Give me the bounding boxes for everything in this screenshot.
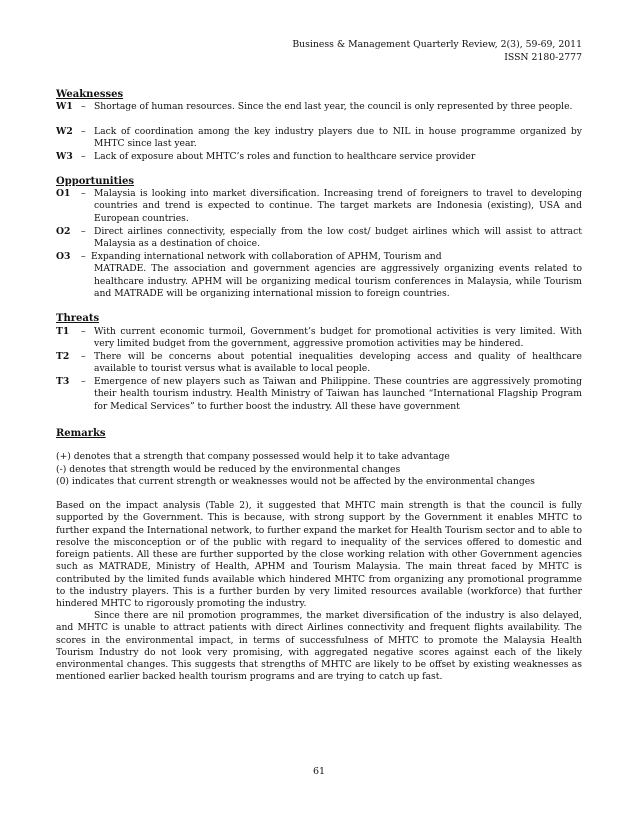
running-header [56,38,582,64]
item-code: O2 [56,226,71,237]
threat-t1 [56,326,582,351]
body-paragraph-1: Based on the impact analysis (Table 2), it suggested that MHTC main strength is that the council is fully supported by the Government. This is because, with strong support by the Government it enables MHTC to further expand the International network, to further expand the market for Health Tourism sector and to able to resolve the misconception or of the public with regard to inequality of the services offered to domestic and foreign patients. All these are further supported by the close working relation with other Government agencies such as MATRADE, Ministry of Health, APHM and Tourism Malaysia. The main threat faced by MHTC is contributed by the limited funds available which hindered MHTC from organizing any promotional programme to the industry players. This is a further burden by very limited resources available (workforce) that further hindered MHTC to rigorously promoting the industry. [56,500,582,610]
item-text: MATRADE. The association and government agencies are aggressively organizing events related to healthcare industry. APHM will be organizing medical tourism conferences in Malaysia, while Tourism and MATRADE will be organizing international mission to foreign countries. [94,263,582,300]
item-code: T1 [56,326,70,337]
remarks-heading: Remarks [56,428,106,439]
item-dash: – [81,251,86,262]
opportunity-o1 [56,188,582,225]
threat-t2 [56,351,582,376]
weakness-w1 [56,101,582,113]
item-text: There will be concerns about potential inequalities developing access and quality of healthcare available to tourist versus what is available to local people. [94,351,582,375]
body-paragraph-2: Since there are nil promotion programmes, the market diversification of the industry is also delayed, and MHTC is unable to attract patients with direct Airlines connectivity and frequent flights availability. The scores in the environmental impact, in terms of successfulness of MHTC to promote the Malaysia Health Tourism Industry do not look very promising, with aggregated negative scores against each of the likely environmental changes. This suggests that strengths of MHTC are likely to be offset by existing weaknesses as mentioned earlier backed health tourism programs and are trying to catch up fast. [56,610,582,683]
item-dash: – [81,326,86,337]
item-text: Emergence of new players such as Taiwan and Philippine. These countries are aggressively promoting their health tourism industry. Health Ministry of Taiwan has launched “International Flagship Program for Medical Services” to further boost the industry. All these have government [94,376,582,412]
journal-citation: Business & Management Quarterly Review, 2(3), 59-69, 2011 [292,39,582,50]
item-dash: – [81,151,86,162]
item-dash: – [81,351,86,362]
weakness-w3 [56,151,582,163]
item-text: Shortage of human resources. Since the end last year, the council is only represented by three people. [94,101,573,112]
item-code: T3 [56,376,70,387]
item-code: O3 [56,251,71,262]
item-text: Lack of exposure about MHTC’s roles and function to healthcare service provider [94,151,476,162]
item-text: Direct airlines connectivity, especially from the low cost/ budget airlines which will assist to attract Malaysia as a destination of choice. [94,226,582,250]
issn: ISSN 2180-2777 [504,52,582,63]
item-text: Malaysia is looking into market diversification. Increasing trend of foreigners to travel to developing countries and trend is expected to continue. The target markets are Indonesia (existing), USA and European countries. [94,188,582,224]
item-text-first-line: Expanding international network with collaboration of APHM, Tourism and [91,251,442,262]
opportunity-o3 [56,251,582,301]
weaknesses-heading: Weaknesses [56,89,124,100]
threats-heading: Threats [56,313,100,324]
item-dash: – [81,226,86,237]
item-dash: – [81,101,86,112]
item-code: T2 [56,351,70,362]
item-code: O1 [56,188,71,199]
remark-line-plus: (+) denotes that a strength that company possessed would help it to take advantage [56,451,450,462]
opportunities-heading: Opportunities [56,176,135,187]
page-number: 61 [312,766,326,777]
remark-line-zero: (0) indicates that current strength or weaknesses would not be affected by the environmental changes [56,476,535,487]
item-dash: – [81,188,86,199]
item-code: W3 [56,151,73,162]
item-code: W1 [56,101,73,112]
item-code: W2 [56,126,73,137]
item-dash: – [81,126,86,137]
item-text: With current economic turmoil, Government’s budget for promotional activities is very limited. With very limited budget from the government, aggressive promotion activities may be hindered. [94,326,582,350]
item-dash: – [81,376,86,387]
opportunity-o2 [56,226,582,251]
item-text: Lack of coordination among the key industry players due to NIL in house programme organized by MHTC since last year. [94,126,582,150]
remark-line-minus: (-) denotes that strength would be reduced by the environmental changes [56,464,401,475]
threat-t3 [56,376,582,413]
weakness-w2 [56,126,582,151]
